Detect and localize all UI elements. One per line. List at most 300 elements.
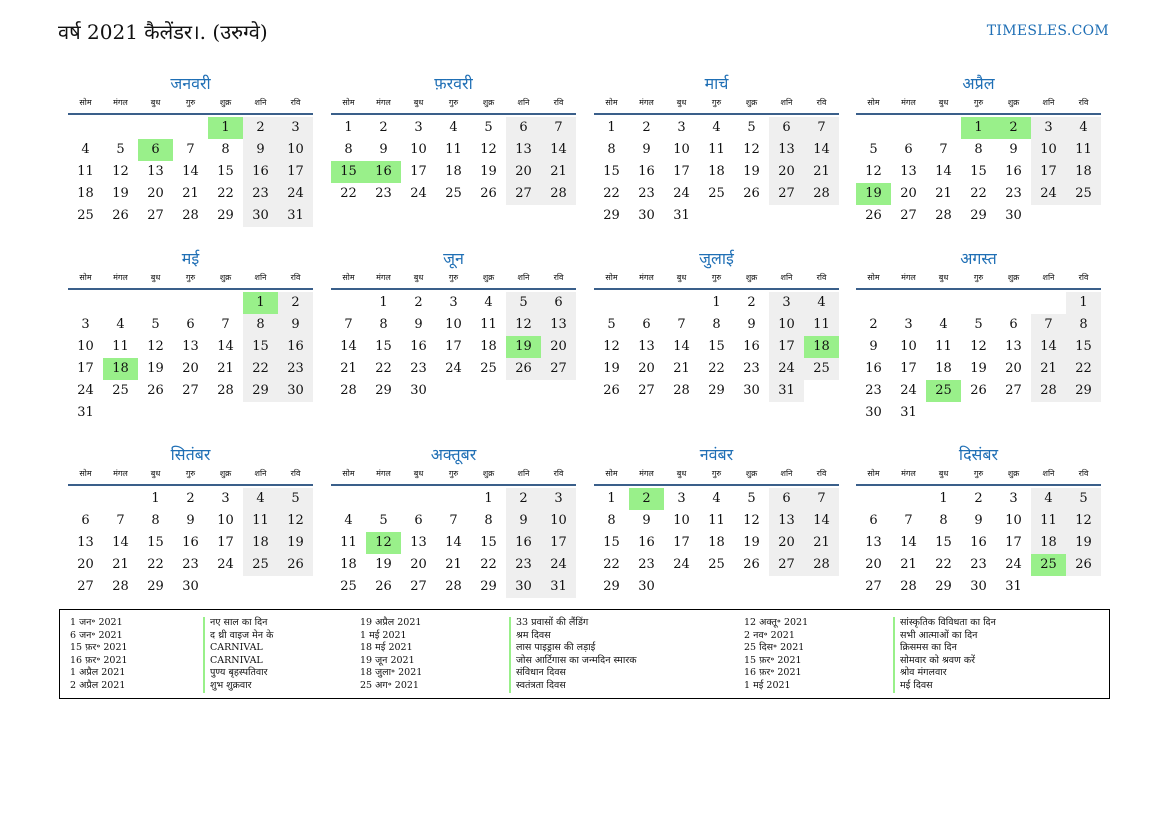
day-cell: 28 [340, 383, 357, 398]
weekday-label: शनि [780, 469, 793, 478]
day-cell: 10 [769, 314, 804, 336]
empty-day-cell [541, 380, 576, 402]
empty-day-cell [208, 292, 243, 314]
day-cell: 17 [217, 535, 234, 550]
weekday-label: गुरु [711, 273, 722, 282]
weekday-label: गुरु [711, 469, 722, 478]
weekday-header [856, 466, 1101, 486]
day-cell: 8 [221, 142, 230, 157]
weekday-label: रवि [1078, 273, 1089, 282]
day-cell: 25 [708, 186, 725, 201]
day-cell: 28 [217, 383, 234, 398]
day-cell: 13 [865, 535, 882, 550]
day-cell: 7 [939, 142, 948, 157]
empty-day-cell [769, 576, 804, 598]
empty-day-cell [208, 402, 243, 424]
day-cell: 6 [642, 317, 651, 332]
day-cell: 19 [1066, 532, 1101, 554]
empty-day-cell [138, 292, 173, 314]
legend-date: 18 मई 2021 [360, 642, 413, 654]
day-cell: 22 [935, 557, 952, 572]
empty-day-cell [664, 576, 699, 598]
day-cell: 23 [970, 557, 987, 572]
day-grid [594, 292, 839, 402]
day-cell: 29 [243, 380, 278, 402]
empty-day-cell [278, 576, 313, 598]
month-calendar [594, 73, 839, 227]
day-cell: 26 [603, 383, 620, 398]
weekday-label: बुध [413, 98, 424, 107]
day-cell: 6 [904, 142, 913, 157]
day-cell: 27 [769, 554, 804, 576]
month-calendar [68, 248, 313, 424]
day-cell: 9 [506, 510, 541, 532]
day-cell: 9 [869, 339, 878, 354]
site-link[interactable]: TIMESLES.COM [986, 23, 1109, 39]
day-cell: 20 [147, 186, 164, 201]
empty-day-cell [506, 380, 541, 402]
day-cell: 14 [445, 535, 462, 550]
day-cell: 16 [743, 339, 760, 354]
weekday-label: शुक्र [482, 98, 495, 107]
empty-day-cell [961, 292, 996, 314]
day-cell: 26 [506, 358, 541, 380]
day-cell: 13 [769, 139, 804, 161]
empty-day-cell [804, 576, 839, 598]
day-cell: 8 [379, 317, 388, 332]
empty-day-cell [891, 488, 926, 510]
weekday-label: गुरु [711, 98, 722, 107]
day-cell: 28 [935, 208, 952, 223]
day-cell: 17 [769, 336, 804, 358]
page-title: वर्ष 2021 कैलेंडर।. (उरुग्वे) [58, 20, 268, 44]
day-grid [331, 488, 576, 598]
day-cell: 30 [278, 380, 313, 402]
weekday-label: सोम [79, 98, 92, 107]
day-cell: 13 [900, 164, 917, 179]
legend-holiday-name: संविधान दिवस [509, 667, 637, 680]
day-cell: 18 [1066, 161, 1101, 183]
day-cell: 9 [243, 139, 278, 161]
day-cell: 6 [1009, 317, 1018, 332]
empty-day-cell [856, 292, 891, 314]
day-cell: 24 [278, 183, 313, 205]
day-cell: 24 [217, 557, 234, 572]
day-cell: 3 [541, 488, 576, 510]
day-cell: 10 [410, 142, 427, 157]
day-cell: 11 [708, 142, 725, 157]
day-cell: 15 [708, 339, 725, 354]
empty-day-cell [734, 576, 769, 598]
day-cell: 12 [603, 339, 620, 354]
day-cell: 24 [410, 186, 427, 201]
day-cell: 19 [970, 361, 987, 376]
day-cell: 9 [379, 142, 388, 157]
day-cell: 22 [708, 361, 725, 376]
day-grid [331, 292, 576, 402]
empty-day-cell [926, 402, 961, 424]
day-cell: 15 [603, 535, 620, 550]
day-cell: 6 [81, 513, 90, 528]
weekday-label: सोम [79, 273, 92, 282]
day-cell: 18 [103, 358, 138, 380]
weekday-label: मंगल [901, 469, 916, 478]
day-cell: 8 [974, 142, 983, 157]
day-cell: 21 [445, 557, 462, 572]
day-cell: 12 [112, 164, 129, 179]
empty-day-cell [769, 205, 804, 227]
day-cell: 27 [182, 383, 199, 398]
day-cell: 18 [708, 535, 725, 550]
day-cell: 4 [712, 120, 721, 135]
day-cell: 20 [769, 161, 804, 183]
day-cell: 31 [769, 380, 804, 402]
day-cell: 17 [900, 361, 917, 376]
day-cell: 19 [856, 183, 891, 205]
day-cell: 18 [480, 339, 497, 354]
month-calendar [331, 444, 576, 598]
day-cell: 27 [900, 208, 917, 223]
weekday-label: मंगल [901, 98, 916, 107]
weekday-label: बुध [676, 98, 687, 107]
day-cell: 9 [642, 142, 651, 157]
day-cell: 26 [278, 554, 313, 576]
day-cell: 14 [541, 139, 576, 161]
empty-day-cell [138, 117, 173, 139]
weekday-header [331, 466, 576, 486]
day-cell: 1 [607, 491, 616, 506]
day-cell: 30 [410, 383, 427, 398]
day-cell: 2 [642, 120, 651, 135]
weekday-label: गुरु [973, 98, 984, 107]
day-cell: 11 [804, 314, 839, 336]
day-cell: 12 [743, 513, 760, 528]
day-cell: 4 [81, 142, 90, 157]
day-cell: 14 [217, 339, 234, 354]
empty-day-cell [243, 576, 278, 598]
day-cell: 16 [506, 532, 541, 554]
legend-date: 25 अग॰ 2021 [360, 679, 419, 691]
weekday-label: शुक्र [1007, 98, 1020, 107]
day-cell: 23 [743, 361, 760, 376]
day-cell: 28 [900, 579, 917, 594]
day-cell: 27 [506, 183, 541, 205]
day-cell: 7 [804, 117, 839, 139]
legend-names-col-3 [893, 617, 996, 693]
weekday-label: मंगल [376, 98, 391, 107]
day-cell: 16 [638, 535, 655, 550]
day-cell: 12 [366, 532, 401, 554]
day-cell: 27 [77, 579, 94, 594]
day-cell: 22 [970, 186, 987, 201]
day-cell: 3 [221, 491, 230, 506]
day-cell: 19 [480, 164, 497, 179]
day-cell: 30 [506, 576, 541, 598]
weekday-label: सोम [342, 469, 355, 478]
day-cell: 21 [217, 361, 234, 376]
day-cell: 1 [484, 491, 493, 506]
legend-date: 1 मई 2021 [360, 629, 407, 641]
day-cell: 25 [243, 554, 278, 576]
empty-day-cell [1031, 292, 1066, 314]
weekday-label: शुक्र [745, 273, 758, 282]
day-cell: 31 [541, 576, 576, 598]
day-cell: 30 [1005, 208, 1022, 223]
weekday-label: शुक्र [219, 273, 232, 282]
day-cell: 24 [900, 383, 917, 398]
weekday-label: सोम [605, 98, 618, 107]
day-cell: 8 [151, 513, 160, 528]
day-cell: 25 [708, 557, 725, 572]
day-cell: 9 [747, 317, 756, 332]
day-cell: 17 [410, 164, 427, 179]
day-cell: 4 [939, 317, 948, 332]
day-cell: 23 [638, 186, 655, 201]
day-cell: 11 [445, 142, 462, 157]
day-cell: 9 [974, 513, 983, 528]
weekday-label: गुरु [973, 273, 984, 282]
day-cell: 8 [607, 142, 616, 157]
empty-day-cell [401, 488, 436, 510]
day-cell: 19 [743, 164, 760, 179]
day-cell: 23 [182, 557, 199, 572]
day-cell: 23 [243, 183, 278, 205]
day-cell: 16 [410, 339, 427, 354]
day-cell: 1 [208, 117, 243, 139]
day-cell: 25 [480, 361, 497, 376]
day-cell: 5 [1066, 488, 1101, 510]
empty-day-cell [436, 488, 471, 510]
empty-day-cell [208, 576, 243, 598]
day-cell: 4 [1031, 488, 1066, 510]
day-cell: 13 [638, 339, 655, 354]
day-cell: 13 [77, 535, 94, 550]
day-cell: 10 [541, 510, 576, 532]
day-cell: 18 [445, 164, 462, 179]
day-cell: 22 [147, 557, 164, 572]
day-cell: 8 [1066, 314, 1101, 336]
day-cell: 2 [414, 295, 423, 310]
empty-day-cell [856, 117, 891, 139]
day-cell: 5 [151, 317, 160, 332]
empty-day-cell [594, 292, 629, 314]
day-cell: 5 [747, 120, 756, 135]
day-cell: 7 [804, 488, 839, 510]
weekday-label: रवि [553, 273, 564, 282]
empty-day-cell [996, 402, 1031, 424]
weekday-label: रवि [553, 469, 564, 478]
day-cell: 22 [1066, 358, 1101, 380]
month-name: अप्रैल [962, 74, 995, 93]
month-name: मई [181, 249, 200, 268]
legend-date: 1 जन॰ 2021 [70, 617, 123, 628]
day-cell: 25 [926, 380, 961, 402]
day-cell: 3 [769, 292, 804, 314]
day-cell: 26 [743, 557, 760, 572]
day-cell: 21 [182, 186, 199, 201]
day-cell: 26 [375, 579, 392, 594]
day-cell: 1 [379, 295, 388, 310]
legend-date: 2 नव॰ 2021 [744, 629, 795, 641]
empty-day-cell [103, 488, 138, 510]
empty-day-cell [103, 292, 138, 314]
day-cell: 20 [865, 557, 882, 572]
weekday-label: शनि [1042, 469, 1055, 478]
weekday-label: गुरु [185, 469, 196, 478]
empty-day-cell [856, 488, 891, 510]
day-cell: 21 [1031, 358, 1066, 380]
day-cell: 23 [375, 186, 392, 201]
day-cell: 1 [939, 491, 948, 506]
day-cell: 29 [708, 383, 725, 398]
weekday-label: रवि [290, 98, 301, 107]
month-calendar [594, 444, 839, 598]
day-cell: 8 [939, 513, 948, 528]
weekday-label: गुरु [973, 469, 984, 478]
legend-holiday-name: मई दिवस [893, 680, 996, 693]
day-grid [594, 488, 839, 598]
day-grid [68, 292, 313, 424]
day-cell: 23 [410, 361, 427, 376]
month-calendar [331, 248, 576, 402]
day-cell: 17 [673, 535, 690, 550]
day-cell: 5 [506, 292, 541, 314]
day-cell: 22 [243, 358, 278, 380]
day-cell: 1 [243, 292, 278, 314]
day-cell: 2 [506, 488, 541, 510]
empty-day-cell [331, 292, 366, 314]
day-cell: 7 [1031, 314, 1066, 336]
day-cell: 15 [217, 164, 234, 179]
day-cell: 6 [769, 488, 804, 510]
day-cell: 4 [449, 120, 458, 135]
day-cell: 1 [961, 117, 996, 139]
weekday-label: रवि [290, 273, 301, 282]
day-cell: 8 [712, 317, 721, 332]
legend-names-col-1 [203, 617, 273, 693]
day-cell: 26 [480, 186, 497, 201]
weekday-label: रवि [1078, 98, 1089, 107]
day-cell: 15 [331, 161, 366, 183]
day-cell: 29 [147, 579, 164, 594]
day-cell: 2 [974, 491, 983, 506]
day-cell: 15 [603, 164, 620, 179]
legend-dates-col-1 [70, 617, 128, 693]
day-cell: 6 [869, 513, 878, 528]
day-cell: 29 [480, 579, 497, 594]
day-cell: 23 [865, 383, 882, 398]
legend-date: 12 अक्तू॰ 2021 [744, 617, 809, 628]
day-cell: 22 [603, 186, 620, 201]
day-cell: 6 [414, 513, 423, 528]
day-cell: 18 [77, 186, 94, 201]
legend-dates-col-2 [360, 617, 422, 693]
legend-holiday-name: श्रम दिवस [509, 630, 637, 643]
month-name: जून [443, 249, 464, 268]
day-cell: 13 [506, 139, 541, 161]
day-cell: 29 [217, 208, 234, 223]
weekday-label: रवि [816, 273, 827, 282]
day-cell: 23 [278, 358, 313, 380]
legend-holiday-name: स्वतंत्रता दिवस [509, 680, 637, 693]
empty-day-cell [103, 117, 138, 139]
day-cell: 25 [340, 579, 357, 594]
day-cell: 2 [379, 120, 388, 135]
day-cell: 22 [375, 361, 392, 376]
empty-day-cell [734, 205, 769, 227]
weekday-label: बुध [938, 98, 949, 107]
day-cell: 5 [278, 488, 313, 510]
day-cell: 25 [804, 358, 839, 380]
day-cell: 8 [243, 314, 278, 336]
legend-date: 15 फ़र॰ 2021 [70, 642, 128, 654]
empty-day-cell [926, 292, 961, 314]
day-cell: 2 [243, 117, 278, 139]
month-name: सितंबर [170, 445, 211, 464]
day-cell: 22 [603, 557, 620, 572]
day-cell: 13 [1005, 339, 1022, 354]
empty-day-cell [1031, 576, 1066, 598]
weekday-label: शनि [254, 469, 267, 478]
day-cell: 22 [217, 186, 234, 201]
weekday-header [856, 270, 1101, 290]
empty-day-cell [1066, 205, 1101, 227]
empty-day-cell [366, 488, 401, 510]
day-cell: 14 [804, 510, 839, 532]
weekday-label: सोम [867, 469, 880, 478]
day-cell: 16 [865, 361, 882, 376]
day-cell: 2 [186, 491, 195, 506]
day-cell: 8 [607, 513, 616, 528]
empty-day-cell [891, 117, 926, 139]
day-cell: 26 [865, 208, 882, 223]
day-cell: 2 [278, 292, 313, 314]
day-cell: 17 [1031, 161, 1066, 183]
weekday-label: शनि [1042, 98, 1055, 107]
day-cell: 4 [344, 513, 353, 528]
day-cell: 12 [865, 164, 882, 179]
day-cell: 2 [629, 488, 664, 510]
day-cell: 18 [340, 557, 357, 572]
empty-day-cell [804, 205, 839, 227]
weekday-label: शुक्र [1007, 273, 1020, 282]
day-cell: 15 [1066, 336, 1101, 358]
day-cell: 19 [375, 557, 392, 572]
day-cell: 14 [804, 139, 839, 161]
day-cell: 13 [769, 510, 804, 532]
day-cell: 15 [243, 336, 278, 358]
day-cell: 11 [480, 317, 497, 332]
weekday-label: बुध [150, 469, 161, 478]
day-cell: 6 [541, 292, 576, 314]
empty-day-cell [629, 292, 664, 314]
day-cell: 20 [638, 361, 655, 376]
weekday-header [68, 270, 313, 290]
day-cell: 4 [484, 295, 493, 310]
day-cell: 13 [410, 535, 427, 550]
day-cell: 24 [673, 557, 690, 572]
day-cell: 7 [904, 513, 913, 528]
day-cell: 3 [904, 317, 913, 332]
day-cell: 10 [217, 513, 234, 528]
day-cell: 2 [869, 317, 878, 332]
day-cell: 26 [743, 186, 760, 201]
day-cell: 3 [414, 120, 423, 135]
day-cell: 5 [484, 120, 493, 135]
day-cell: 23 [638, 557, 655, 572]
legend-holiday-name: क्रिसमस का दिन [893, 642, 996, 655]
weekday-label: शनि [517, 469, 530, 478]
